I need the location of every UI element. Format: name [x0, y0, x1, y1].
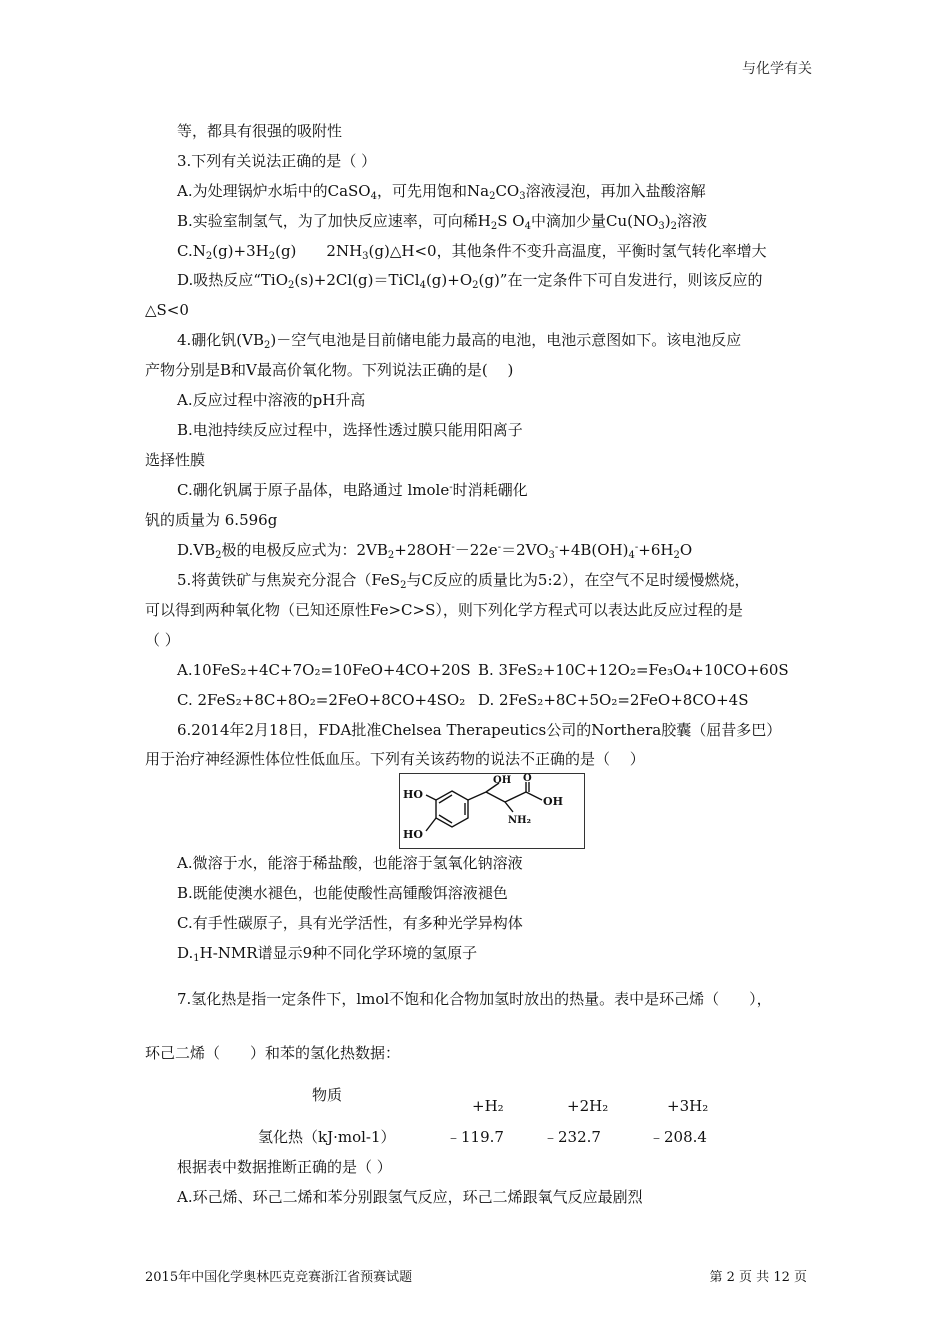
question-4: [177, 330, 741, 350]
q6-option-d: [177, 943, 477, 963]
bond: [526, 792, 542, 800]
sub: 4: [370, 191, 377, 202]
bond: [505, 792, 526, 802]
table-col-header: +H₂: [472, 1097, 504, 1115]
sub: 2: [472, 280, 479, 291]
benzene-ring: [436, 791, 468, 827]
sub: 3: [519, 191, 526, 202]
text-line: △S<0: [145, 301, 189, 319]
text: (g): [275, 242, 297, 260]
droxidopa-structure-svg: [400, 774, 584, 848]
question-5: [177, 570, 750, 590]
sub: 2: [387, 550, 395, 561]
text: ＝2VO: [501, 541, 549, 559]
text: ，可先用饱和Na: [376, 182, 490, 200]
q3-option-a: [177, 181, 706, 201]
footer-title: 2015年中国化学奥林匹克竞赛浙江省预赛试题: [145, 1270, 413, 1285]
ring-double-bond: [439, 795, 452, 803]
q4-option-d: [177, 540, 692, 560]
text: 2NH: [326, 242, 363, 260]
sup: -: [554, 542, 559, 553]
sub: 3: [658, 221, 665, 232]
mol-label: OH: [493, 775, 512, 786]
bond: [468, 792, 486, 800]
sub: 2: [400, 580, 407, 591]
text: H-NMR谱显示9种不同化学环境的氢原子: [199, 944, 478, 962]
sub: 2: [288, 280, 295, 291]
text: 时消耗硼化: [452, 481, 528, 499]
text-line: 用于治疗神经源性体位性低血压。下列有关该药物的说法不正确的是（ ）: [145, 750, 645, 768]
q6-option-a: A.微溶于水，能溶于稀盐酸，也能溶于氢氧化钠溶液: [177, 854, 523, 872]
text: D.吸热反应“TiO: [177, 271, 289, 289]
sub: 3: [548, 550, 555, 561]
text: D.VB: [177, 541, 216, 559]
sub: 2: [490, 221, 498, 232]
mol-label: NH₂: [508, 815, 531, 826]
table-cell: ﹣208.4: [649, 1128, 707, 1146]
sub: 4: [524, 221, 531, 232]
bond: [426, 818, 436, 831]
table-col-header: +2H₂: [567, 1097, 609, 1115]
text: 与C反应的质量比为5:2），在空气不足时缓慢燃烧，: [406, 571, 750, 589]
text: 5.将黄铁矿与焦炭充分混合（FeS: [177, 571, 401, 589]
text: +6H: [638, 541, 674, 559]
q4-option-a: A.反应过程中溶液的pH升高: [177, 391, 366, 409]
text: D.: [177, 944, 194, 962]
text-line: 产物分别是B和V最高价氧化物。下列说法正确的是( ): [145, 361, 514, 379]
text: 4.硼化钒(VB: [177, 331, 265, 349]
sub: 2: [268, 251, 276, 262]
q7-option-a: A.环己烯、环己二烯和苯分别跟氢气反应，环己二烯跟氧气反应最剧烈: [177, 1188, 643, 1206]
sub: 1: [193, 953, 200, 964]
text: +4B(OH): [558, 541, 629, 559]
mol-label: HO: [403, 828, 423, 841]
text-line: （ ）: [145, 631, 180, 649]
text: S O: [497, 212, 525, 230]
sub: 4: [628, 550, 635, 561]
text-line: 环己二烯（ ）和苯的氢化热数据：: [145, 1044, 401, 1062]
mol-label: OH: [543, 795, 563, 808]
sub: 2: [489, 191, 496, 202]
sub: 2: [205, 251, 213, 262]
text: 极的电极反应式为：2VB: [221, 541, 388, 559]
page-header: 与化学有关: [742, 61, 812, 77]
question-6: 6.2014年2月18日，FDA批准Chelsea Therapeutics公司的Northera胶囊（屈昔多巴）: [177, 721, 782, 739]
q6-option-b: B.既能使澳水褪色，也能使酸性高锺酸饵溶液褪色: [177, 884, 508, 902]
sub: 2: [264, 340, 271, 351]
text: ): [664, 212, 671, 230]
sub: 2: [670, 221, 677, 232]
text-line: 等，都具有很强的吸附性: [177, 122, 343, 140]
sup: -: [634, 542, 639, 553]
bond: [426, 795, 436, 800]
q3-option-b: [177, 211, 707, 231]
text: CO: [495, 182, 520, 200]
text: B.实验室制氢气，为了加快反应速率，可向稀H: [177, 212, 491, 230]
q5-option-b: B. 3FeS₂+10C+12O₂=Fe₃O₄+10CO+60S: [478, 661, 789, 679]
q6-option-c: C.有手性碳原子，具有光学活性，有多种光学异构体: [177, 914, 523, 932]
q5-option-d: D. 2FeS₂+8C+5O₂=2FeO+8CO+4S: [478, 691, 749, 709]
text: －22e: [454, 541, 498, 559]
text: C.硼化钒属于原子晶体，电路通过 lmole: [177, 481, 450, 499]
text: (g)”在一定条件下可自发进行，则该反应的: [478, 271, 763, 289]
text: (g)+3H: [212, 242, 269, 260]
mol-label: O: [523, 774, 532, 784]
text: A.为处理锅炉水垢中的CaSO: [177, 182, 371, 200]
table-col-header: +3H₂: [667, 1097, 709, 1115]
text-line: 可以得到两种氧化物（已知还原性Fe>C>S），则下列化学方程式可以表达此反应过程的是: [145, 601, 743, 619]
sub: 4: [419, 280, 426, 291]
question-7: 7.氢化热是指一定条件下，lmol不饱和化合物加氢时放出的热量。表中是环己烯（ ），: [177, 990, 772, 1008]
q3-option-c: [177, 241, 767, 261]
sup: -: [449, 482, 453, 493]
text: O: [679, 541, 693, 559]
table-cell: ﹣119.7: [446, 1128, 504, 1146]
text-line: 选择性膜: [145, 451, 206, 469]
text-line: 钒的质量为 6.596g: [145, 511, 278, 529]
bond: [486, 792, 505, 802]
table-row-label: 氢化热（kJ·mol-1）: [258, 1128, 396, 1146]
table-cell: ﹣232.7: [543, 1128, 601, 1146]
question-3: 3.下列有关说法正确的是（ ）: [177, 152, 377, 170]
bond: [505, 802, 513, 812]
page-number: 第 2 页 共 12 页: [709, 1270, 807, 1285]
text: (g)+O: [425, 271, 473, 289]
text: )－空气电池是目前储电能力最高的电池，电池示意图如下。该电池反应: [270, 331, 742, 349]
sup: -: [497, 542, 502, 553]
sub: 3: [362, 251, 369, 262]
sup: -: [451, 542, 455, 553]
q3-option-d: [177, 270, 762, 290]
table-header-substance: 物质: [312, 1086, 343, 1104]
q4-option-b: B.电池持续反应过程中，选择性透过膜只能用阳离子: [177, 421, 523, 439]
text: (g)△H<0，其他条件不变升高温度，平衡时氢气转化率增大: [368, 242, 767, 260]
text: 溶液浸泡，再加入盐酸溶解: [525, 182, 706, 200]
text-line: 根据表中数据推断正确的是（ ）: [177, 1158, 392, 1176]
ring-double-bond: [439, 815, 452, 823]
q5-option-c: C. 2FeS₂+8C+8O₂=2FeO+8CO+4SO₂: [177, 691, 466, 709]
text: (s)+2Cl(g)＝TiCl: [294, 271, 420, 289]
text: 溶液: [677, 212, 708, 230]
text: 中滴加少量Cu(NO: [530, 212, 659, 230]
text: C.N: [177, 242, 206, 260]
sub: 2: [673, 550, 680, 561]
molecule-structure: [399, 773, 585, 849]
q4-option-c: [177, 480, 528, 500]
mol-label: HO: [403, 788, 423, 801]
q5-option-a: A.10FeS₂+4C+7O₂=10FeO+4CO+20S: [177, 661, 471, 679]
sub: 2: [215, 550, 222, 561]
text: +28OH: [394, 541, 452, 559]
